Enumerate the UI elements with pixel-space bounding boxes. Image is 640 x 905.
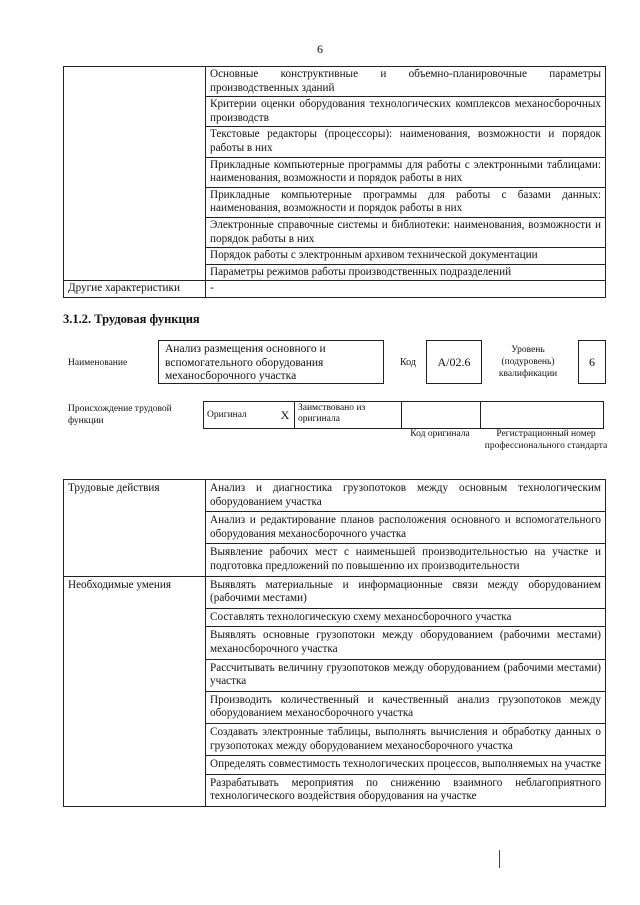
labor-actions-label: Трудовые действия — [64, 480, 206, 577]
table-row — [64, 576, 606, 608]
other-characteristics-label: Другие характеристики — [64, 281, 206, 298]
name-label: Наименование — [68, 358, 128, 368]
skill-item: Создавать электронные таблицы, выполнять вычисления и обработку данных о грузопотоках между оборудованием механосборочного участка — [206, 723, 606, 755]
knowledge-item: Параметры режимов работы производственных подразделений — [206, 264, 606, 281]
level-box: 6 — [578, 340, 606, 384]
table-row — [204, 402, 604, 429]
page-number: 6 — [317, 42, 323, 56]
table-row — [64, 281, 606, 298]
knowledge-label-cell — [64, 67, 206, 281]
scan-mark — [499, 850, 500, 868]
code-original-cell — [402, 402, 481, 429]
skill-item: Выявлять материальные и информационные связи между оборудованием (рабочими местами) — [206, 576, 606, 608]
table-row — [64, 480, 606, 512]
knowledge-item: Прикладные компьютерные программы для работы с базами данных: наименования, возможности и порядок работы в них — [206, 187, 606, 217]
borrowed-label: Заимствовано из оригинала — [295, 402, 402, 429]
origin-label: Происхождение трудовой функции — [68, 404, 172, 426]
reg-number-caption: Регистрационный номер профессионального стандарта — [484, 429, 608, 451]
labor-action: Анализ и редактирование планов расположения основного и вспомогательного оборудования механосборочного участка — [206, 512, 606, 544]
original-mark: X — [276, 402, 295, 429]
reg-number-cell — [481, 402, 604, 429]
section-title: 3.1.2. Трудовая функция — [63, 312, 200, 326]
skill-item: Выявлять основные грузопотоки между оборудованием (рабочими местами) механосборочного участка — [206, 627, 606, 659]
table-row — [64, 67, 606, 97]
knowledge-item: Текстовые редакторы (процессоры): наименования, возможности и порядок работы в них — [206, 127, 606, 157]
original-label: Оригинал — [204, 402, 277, 429]
actions-table — [63, 479, 606, 807]
labor-action: Выявление рабочих мест с наименьшей производительностью на участке и подготовка предложений по повышению их производительности — [206, 544, 606, 576]
level-label: Уровень (подуровень) квалификации — [498, 345, 558, 379]
code-label: Код — [400, 357, 416, 368]
knowledge-table — [63, 66, 606, 298]
knowledge-item: Электронные справочные системы и библиотеки: наименования, возможности и порядок работы в них — [206, 217, 606, 247]
code-box: A/02.6 — [426, 340, 482, 384]
knowledge-item: Порядок работы с электронным архивом технической документации — [206, 248, 606, 265]
origin-table — [203, 401, 604, 429]
skill-item: Производить количественный и качественный анализ грузопотоков между оборудованием механосборочного участка — [206, 691, 606, 723]
knowledge-item: Прикладные компьютерные программы для работы с электронными таблицами: наименования, возможности и порядок работы в них — [206, 157, 606, 187]
knowledge-item: Основные конструктивные и объемно-планировочные параметры производственных зданий — [206, 67, 606, 97]
other-characteristics-value: - — [206, 281, 606, 298]
function-name-box: Анализ размещения основного и вспомогательного оборудования механосборочного участка — [158, 340, 384, 384]
skill-item: Рассчитывать величину грузопотоков между оборудованием (рабочими местами) участка — [206, 659, 606, 691]
skill-item: Разрабатывать мероприятия по снижению взаимного неблагоприятного технологического воздействия оборудования на участке — [206, 774, 606, 806]
labor-action: Анализ и диагностика грузопотоков между основным технологическим оборудованием участка — [206, 480, 606, 512]
skill-item: Составлять технологическую схему механосборочного участка — [206, 608, 606, 627]
code-original-caption: Код оригинала — [410, 429, 470, 439]
knowledge-item: Критерии оценки оборудования технологических комплексов механосборочных производств — [206, 97, 606, 127]
skill-item: Определять совместимость технологических процессов, выполняемых на участке — [206, 756, 606, 775]
skills-label: Необходимые умения — [64, 576, 206, 806]
